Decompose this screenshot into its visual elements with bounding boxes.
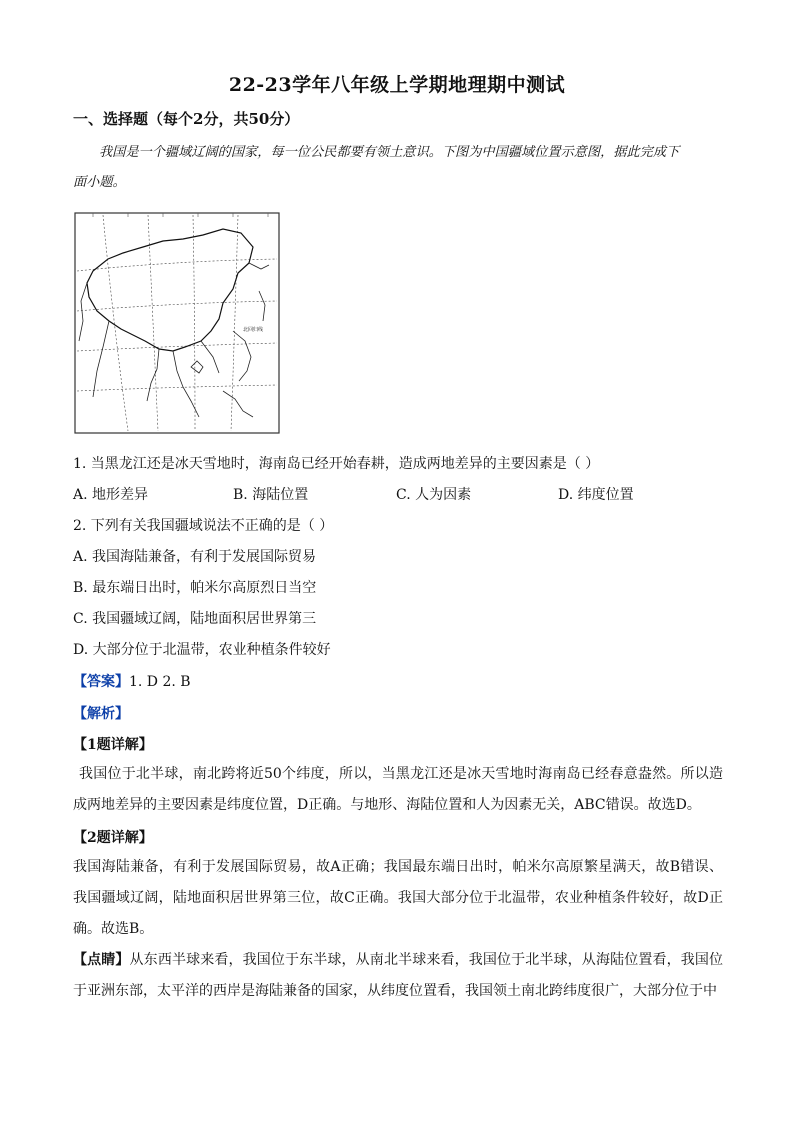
q2-option-b: B. 最东端日出时，帕米尔高原烈日当空 <box>73 580 317 596</box>
q2-option-d: D. 大部分位于北温带，农业种植条件较好 <box>73 642 331 658</box>
detail-2-heading: 【2题详解】 <box>73 830 153 846</box>
answer-text: 1. D 2. B <box>129 674 191 690</box>
q1-option-b: B. 海陆位置 <box>233 487 309 503</box>
page-title: 22-23学年八年级上学期地理期中测试 <box>228 74 566 96</box>
question-1-stem: 1. 当黑龙江还是冰天雪地时，海南岛已经开始春耕，造成两地差异的主要因素是（ ） <box>73 456 600 472</box>
answer-tag: 【答案】 <box>73 674 129 690</box>
china-territory-map <box>73 211 283 435</box>
answer-line <box>73 671 191 691</box>
map-label-tropic: 北回归线 <box>243 327 264 333</box>
analysis-line <box>73 703 129 723</box>
intro-line-1: 我国是一个疆域辽阔的国家，每一位公民都要有领土意识。下图为中国疆域位置示意图，据此完成下 <box>99 145 680 160</box>
q2-option-c: C. 我国疆域辽阔，陆地面积居世界第三 <box>73 611 317 627</box>
question-2-stem: 2. 下列有关我国疆域说法不正确的是（ ） <box>73 518 334 534</box>
intro-line-2: 面小题。 <box>73 175 126 190</box>
tip-text: 从东西半球来看，我国位于东半球，从南北半球来看，我国位于北半球，从海陆位置看，我国位于亚洲东部，太平洋的西岸是海陆兼备的国家，从纬度位置看，我国领土南北跨纬度很广，大部分位于中 <box>73 952 724 999</box>
q2-option-a: A. 我国海陆兼备，有利于发展国际贸易 <box>73 549 317 565</box>
detail-1-text: 我国位于北半球，南北跨将近50个纬度，所以，当黑龙江还是冰天雪地时海南岛已经春意盎然。所以造成两地差异的主要因素是纬度位置，D正确。与地形、海陆位置和人为因素无关，ABC错误。故选D。 <box>73 766 723 813</box>
tip-paragraph <box>73 945 723 1007</box>
tip-tag: 【点睛】 <box>73 952 130 968</box>
q1-option-a: A. 地形差异 <box>73 487 149 503</box>
detail-2-text: 我国海陆兼备，有利于发展国际贸易，故A正确；我国最东端日出时，帕米尔高原繁星满天，故B错误、我国疆域辽阔，陆地面积居世界第三位，故C正确。我国大部分位于北温带，农业种植条件较好，故D正确。故选B。 <box>73 859 723 937</box>
intro-paragraph <box>73 138 723 198</box>
q1-option-c: C. 人为因素 <box>396 487 472 503</box>
q1-option-d: D. 纬度位置 <box>558 487 634 503</box>
detail-1-heading: 【1题详解】 <box>73 737 153 753</box>
section-heading: 一、选择题（每个2分，共50分） <box>73 110 300 128</box>
analysis-tag: 【解析】 <box>73 706 129 722</box>
